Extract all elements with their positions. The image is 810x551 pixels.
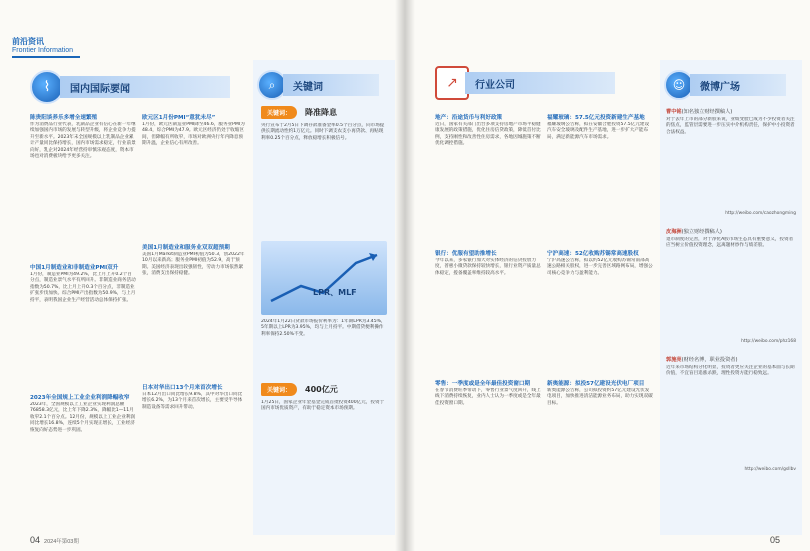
weibo-panel bbox=[660, 60, 802, 535]
lpr-mlf-illustration bbox=[261, 241, 387, 315]
keyword-body: 央行宣布于2月5日下调存款准备金率0.5个百分点，向市场提供长期流动性约1万亿元。同时下调支农支小再贷款、再贴现利率0.25个百分点，释放稳增长积极信号。 bbox=[261, 123, 385, 141]
section-header-keywords bbox=[257, 68, 395, 102]
article-body: 今年以来，多家银行加大对实体经济的信贷投放力度，普惠小微贷款保持较快增长，银行业资产质量总体稳定，拨备覆盖率维持较高水平。 bbox=[435, 258, 541, 276]
article-title: 零售：一季度或是全年最佳投资窗口期 bbox=[435, 381, 531, 387]
article-body: 1月份，欧元区制造业PMI降至46.6，服务业PMI为48.4，综合PMI为47.9。欧元区经济仍处于收缩区间，但降幅有所收窄，市场对欧洲央行年内降息预期升温，企业信心有所改善。 bbox=[142, 122, 245, 147]
article-body: 福耀玻璃公告称，拟在安徽合肥投资57.5亿元建设汽车安全玻璃及配件生产基地，进一步扩大产能布局，满足新能源汽车市场需求。 bbox=[547, 122, 650, 140]
section-header-news bbox=[30, 74, 240, 100]
author-title: (独立财经撰稿人) bbox=[681, 229, 722, 235]
page-number-left bbox=[30, 535, 79, 545]
article-title: 宁沪高速：52亿收购苏锡常高速股权 bbox=[547, 251, 639, 257]
article-title: 中国1月制造业和非制造业PMI双升 bbox=[30, 265, 119, 271]
keyword-label: 关键词： bbox=[261, 106, 297, 119]
author-name: 郭施亮 bbox=[666, 357, 682, 363]
left-column-1 bbox=[30, 112, 136, 522]
left-column-2 bbox=[142, 112, 246, 522]
weibo-post bbox=[666, 108, 796, 216]
author-name: 皮海洲 bbox=[666, 229, 682, 235]
section-title-news: 国内国际要闻 bbox=[70, 83, 130, 95]
article-body: 新奥能源公告称，公司拟投资约57亿元建设光伏发电项目，加快推进清洁能源业务布局，助力实现双碳目标。 bbox=[547, 388, 653, 406]
growth-chart-icon: ↗ bbox=[435, 66, 469, 100]
section-band bbox=[283, 74, 379, 96]
section-header-industry bbox=[435, 70, 645, 96]
keyword-body: 2024年1月22日贷款市场报价利率为：1年期LPR为3.45%，5年期以上LPR为3.95%，均与上月持平。中期借贷便利操作利率保持2.50%不变。 bbox=[261, 319, 386, 337]
post-link[interactable]: http://weibo.com/gsllbv bbox=[744, 467, 796, 472]
section-band bbox=[60, 76, 230, 98]
section-title-industry: 行业公司 bbox=[475, 79, 515, 91]
keyword-value: 400亿元 bbox=[305, 385, 338, 394]
keyword-tag bbox=[261, 383, 387, 396]
section-title-keywords: 关键词 bbox=[293, 81, 323, 93]
article-body: 2023年，全国规模以上工业企业实现利润总额76858.3亿元，比上年下降2.3%，降幅比1—11月收窄2.1个百分点。12月份，规模以上工业企业利润同比增长16.8%，连续5个月实现正增长，工业经济恢复向好态势进一步巩固。 bbox=[30, 402, 136, 433]
pulse-icon: ⌇ bbox=[30, 70, 64, 104]
post-author bbox=[666, 356, 796, 363]
page-number-right: 05 bbox=[769, 535, 780, 545]
post-link[interactable]: http://weibo.com/phz168 bbox=[741, 339, 796, 344]
page-number: 04 bbox=[30, 535, 41, 545]
issue-label: 2024年第03期 bbox=[44, 539, 79, 545]
article-title: 地产：沿途货币与利好政策 bbox=[435, 115, 503, 121]
keyword-value: 降准降息 bbox=[305, 108, 338, 117]
chart-arrow-icon bbox=[261, 241, 387, 315]
keywords-panel bbox=[253, 60, 395, 535]
section-band bbox=[690, 74, 786, 96]
post-body: 退市制度的完善，对于净化A股市场生态具有重要意义，投资者应当树立价值投资理念，远离题材炒作与绩差股。 bbox=[666, 237, 794, 249]
author-name: 曹中铭 bbox=[666, 109, 682, 115]
masthead-cn: 前沿资讯 bbox=[12, 37, 44, 46]
article-body: 日本12月出口同比增长9.8%，其中对华出口同比增长6.2%，为13个月来首次增长，主要受半导体制造设备等需求回升带动。 bbox=[142, 392, 243, 410]
author-title: (知名独立财经撰稿人) bbox=[681, 109, 733, 115]
weibo-post bbox=[666, 356, 796, 472]
magnifier-icon: ⌕ bbox=[257, 70, 287, 100]
right-column-1 bbox=[435, 112, 541, 522]
article-body: 美国1月Markit制造业PMI初值为50.3，创2022年10月以来新高；服务业PMI初值为52.9，高于预期。美国经济表现出较强韧性，劳动力市场依然紧张，消费支出保持稳健。 bbox=[142, 252, 245, 277]
right-column-2 bbox=[547, 112, 653, 522]
masthead-en: Frontier Information bbox=[12, 47, 74, 54]
article-body: 在春节消费旺季带动下，零售行业景气度回升，线上线下消费持续恢复，业内人士认为一季度或是全年最佳投资窗口期。 bbox=[435, 388, 541, 406]
article-body: 近日，国家有关部门出台多项支持房地产市场平稳健康发展的政策措施，优化住房信贷政策，降低首付比例，支持刚性和改善性住房需求，各地因城施策不断优化调控措施。 bbox=[435, 122, 541, 147]
article-body: 作为消费品行业代表，乳制品企业有信心在新一年继续加强国内市场的发展与转型升级，将企业竞争力提升至新水平。2023年末全国规模以上乳制品企业累计产量同比保持增长，国内市场需求稳定，行业前景向好，乳企对2024年经营持审慎乐观态度，资本市场也对消费板块给予更多关注。 bbox=[30, 122, 136, 160]
article-body: 1月份，制造业PMI为49.2%，比上月上升0.2个百分点，制造业景气水平有所回升。非制造业商务活动指数为50.7%，比上月上升0.3个百分点，非制造业扩张步伐加快。综合PMI产出指数为50.9%，与上月持平，表明我国企业生产经营活动总体保持扩张。 bbox=[30, 272, 136, 303]
post-link[interactable]: http://weibo.com/caozhongming bbox=[725, 211, 796, 216]
keyword-tag bbox=[261, 106, 387, 119]
article-title: 2023年全国规上工业企业利润降幅收窄 bbox=[30, 395, 130, 401]
article-title: 欧元区1月份PMI“意犹未尽” bbox=[142, 115, 216, 121]
keyword-label: 关键词： bbox=[261, 383, 297, 396]
section-band bbox=[465, 72, 615, 94]
article-title: 新奥能源：拟投57亿建设光伏电厂项目 bbox=[547, 381, 645, 387]
section-header-weibo bbox=[664, 68, 802, 102]
keyword-body: 1月25日，国家企业年金基金完成首批投资400亿元，投资于国内市场优质资产，有助于稳定资本市场预期。 bbox=[261, 400, 385, 412]
article-title: 美国1月制造业和服务业双双超预期 bbox=[142, 245, 230, 251]
post-body: 对于去年上市的部分新股来说，业绩变脸已成为不少投资者关注的焦点，监管层需要进一步压实中介机构责任，保护中小投资者合法权益。 bbox=[666, 117, 795, 135]
article-title: 陈贵阳谈养乐多增全速繁殖 bbox=[30, 115, 98, 121]
post-author bbox=[666, 228, 796, 235]
user-chat-icon: ☺ bbox=[664, 70, 694, 100]
weibo-post bbox=[666, 228, 796, 344]
post-body: 近年来市场结构分化明显，投资者更应关注企业的基本面与长期价值，不宜盲目追涨杀跌，理性投资方能行稳致远。 bbox=[666, 365, 795, 377]
article-body: 宁沪高速公告称，拟以约52亿元收购苏锡常南部高速公路相关股权，进一步完善区域路网布局，增强公司核心竞争力与盈利能力。 bbox=[547, 258, 653, 276]
author-title: (财经名博，职业投资者) bbox=[681, 357, 738, 363]
section-title-weibo: 微博广场 bbox=[700, 81, 740, 93]
article-title: 日本对华出口13个月来首次增长 bbox=[142, 385, 223, 391]
masthead-rule bbox=[12, 56, 80, 58]
page-gutter bbox=[395, 0, 415, 551]
masthead bbox=[12, 36, 80, 58]
article-title: 银行：优服有望助推增长 bbox=[435, 251, 497, 257]
post-author bbox=[666, 108, 796, 115]
illustration-caption: LPR、MLF bbox=[313, 288, 357, 297]
article-title: 福耀玻璃：57.5亿元投资新建生产基地 bbox=[547, 115, 645, 121]
